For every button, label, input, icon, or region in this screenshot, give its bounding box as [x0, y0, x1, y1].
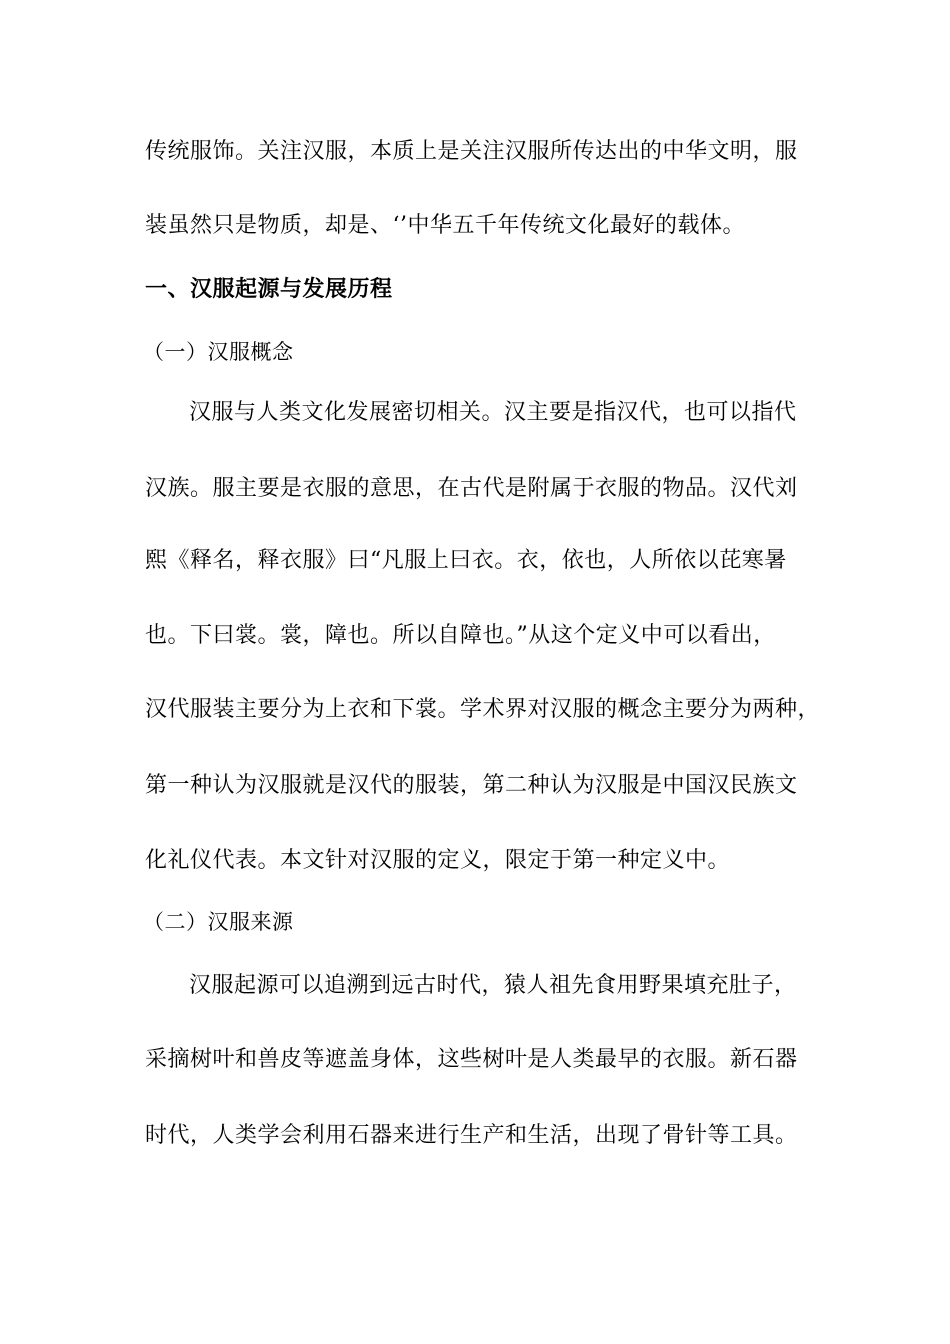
- paragraph-line: 第一种认为汉服就是汉代的服装，第二种认为汉服是中国汉民族文: [145, 773, 798, 798]
- paragraph-line: 汉族。服主要是衣服的意思，在古代是附属于衣服的物品。汉代刘: [145, 476, 798, 501]
- subsection-heading-concept: （一）汉服概念: [143, 340, 294, 364]
- paragraph-line: 也。下曰裳。裳，障也。所以自障也。”从这个定义中可以看出，: [145, 623, 776, 648]
- intro-line-1: 传统服饰。关注汉服，本质上是关注汉服所传达出的中华文明，服: [145, 139, 798, 164]
- paragraph-line: 汉服起源可以追溯到远古时代，猿人祖先食用野果填充肚子，: [189, 973, 797, 998]
- intro-line-2: 装虽然只是物质，却是、‘’中华五千年传统文化最好的载体。: [145, 213, 745, 238]
- paragraph-line: 采摘树叶和兽皮等遮盖身体，这些树叶是人类最早的衣服。新石器: [145, 1047, 798, 1072]
- paragraph-line: 汉代服装主要分为上衣和下裳。学术界对汉服的概念主要分为两种，: [145, 697, 821, 722]
- paragraph-line: 熙《释名，释衣服》曰“凡服上曰衣。衣，依也，人所依以芘寒暑: [145, 548, 787, 573]
- paragraph-line: 时代，人类学会利用石器来进行生产和生活，出现了骨针等工具。: [145, 1123, 798, 1148]
- subsection-heading-origin: （二）汉服来源: [143, 910, 294, 934]
- paragraph-line: 化礼仪代表。本文针对汉服的定义，限定于第一种定义中。: [145, 848, 731, 873]
- section-heading-1: 一、汉服起源与发展历程: [145, 277, 393, 302]
- paragraph-line: 汉服与人类文化发展密切相关。汉主要是指汉代，也可以指代: [189, 400, 797, 425]
